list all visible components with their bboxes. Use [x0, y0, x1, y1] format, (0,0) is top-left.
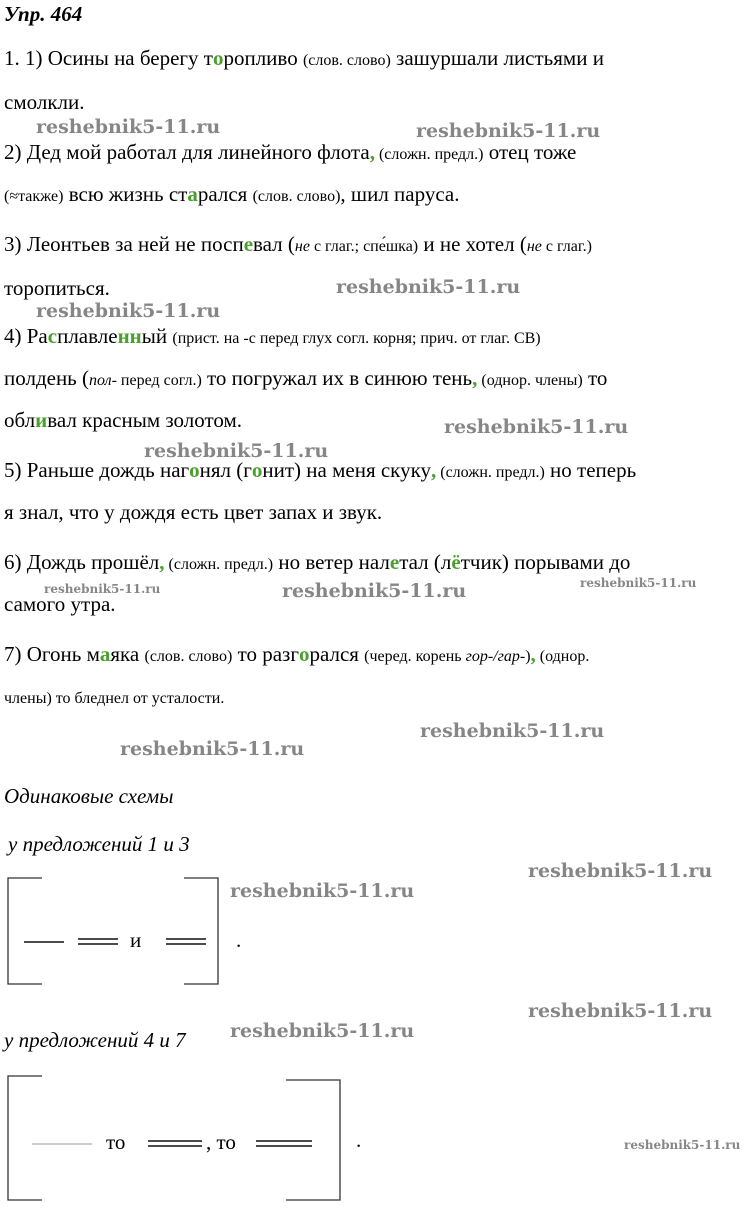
watermark: reshebnik5-11.ru [230, 1020, 415, 1042]
sentence-4-cont2: обливал красным золотом. [4, 408, 243, 432]
scheme-1-period: . [236, 928, 242, 952]
watermark: reshebnik5-11.ru [420, 720, 605, 742]
sentence-5: 5) Раньше дождь нагонял (гонит) на меня скуку, (сложн. предл.) но теперь [4, 458, 637, 482]
sentence-5-cont: я знал, что у дождя есть цвет запах и звук. [4, 500, 383, 524]
watermark: reshebnik5-11.ru [336, 276, 521, 298]
watermark: reshebnik5-11.ru [44, 582, 161, 596]
watermark: reshebnik5-11.ru [36, 116, 221, 138]
watermark: reshebnik5-11.ru [528, 860, 713, 882]
sentence-3-cont: торопиться. [4, 276, 110, 300]
sentence-1-cont: смолкли. [4, 90, 85, 114]
scheme-2-diagram [2, 1074, 346, 1204]
sentence-4-cont: полдень (пол- перед согл.) то погружал их в синюю тень, (однор. члены) то [4, 366, 608, 390]
scheme-1-conjunction: и [130, 928, 142, 952]
scheme-2-period: . [356, 1128, 362, 1152]
scheme-1-diagram [2, 876, 224, 988]
sentence-1: 1. 1) Осины на берегу торопливо (слов. слово) зашуршали листьями и [4, 46, 604, 70]
scheme-2-label: у предложений 4 и 7 [4, 1028, 186, 1052]
scheme-1-brackets [2, 876, 224, 988]
sentence-2: 2) Дед мой работал для линейного флота, (сложн. предл.) отец тоже [4, 140, 577, 164]
watermark: reshebnik5-11.ru [416, 120, 601, 142]
watermark: reshebnik5-11.ru [120, 738, 305, 760]
sentence-6-cont: самого утра. [4, 592, 116, 616]
sentence-6: 6) Дождь прошёл, (сложн. предл.) но ветер налетал (лётчик) порывами до [4, 550, 631, 574]
sentence-7-cont: члены) то бледнел от усталости. [4, 690, 225, 707]
watermark: reshebnik5-11.ru [230, 880, 415, 902]
watermark: reshebnik5-11.ru [528, 1000, 713, 1022]
sentence-7: 7) Огонь маяка (слов. слово) то разгорался (черед. корень гор-/гар-), (однор. [4, 642, 590, 666]
watermark: reshebnik5-11.ru [282, 580, 467, 602]
watermark: reshebnik5-11.ru [580, 576, 697, 590]
scheme-2-conjunction-1: то [106, 1130, 126, 1154]
watermark: reshebnik5-11.ru [444, 416, 629, 438]
watermark: reshebnik5-11.ru [144, 440, 329, 462]
scheme-1-label: у предложений 1 и 3 [8, 832, 190, 856]
exercise-title: Упр. 464 [4, 2, 83, 26]
sentence-3: 3) Леонтьев за ней не поспевал (не с глаг.; спе́шка) и не хотел (не с глаг.) [4, 232, 592, 256]
scheme-2-brackets [2, 1074, 346, 1204]
watermark: reshebnik5-11.ru [624, 1138, 741, 1152]
watermark: reshebnik5-11.ru [36, 300, 221, 322]
scheme-2-conjunction-2: , то [206, 1130, 236, 1154]
sentence-4: 4) Расплавленный (прист. на -с перед глух согл. корня; прич. от глаг. СВ) [4, 324, 541, 348]
sentence-2-cont: (≈также) всю жизнь старался (слов. слово), шил паруса. [4, 182, 460, 206]
schemes-heading: Одинаковые схемы [4, 784, 174, 808]
